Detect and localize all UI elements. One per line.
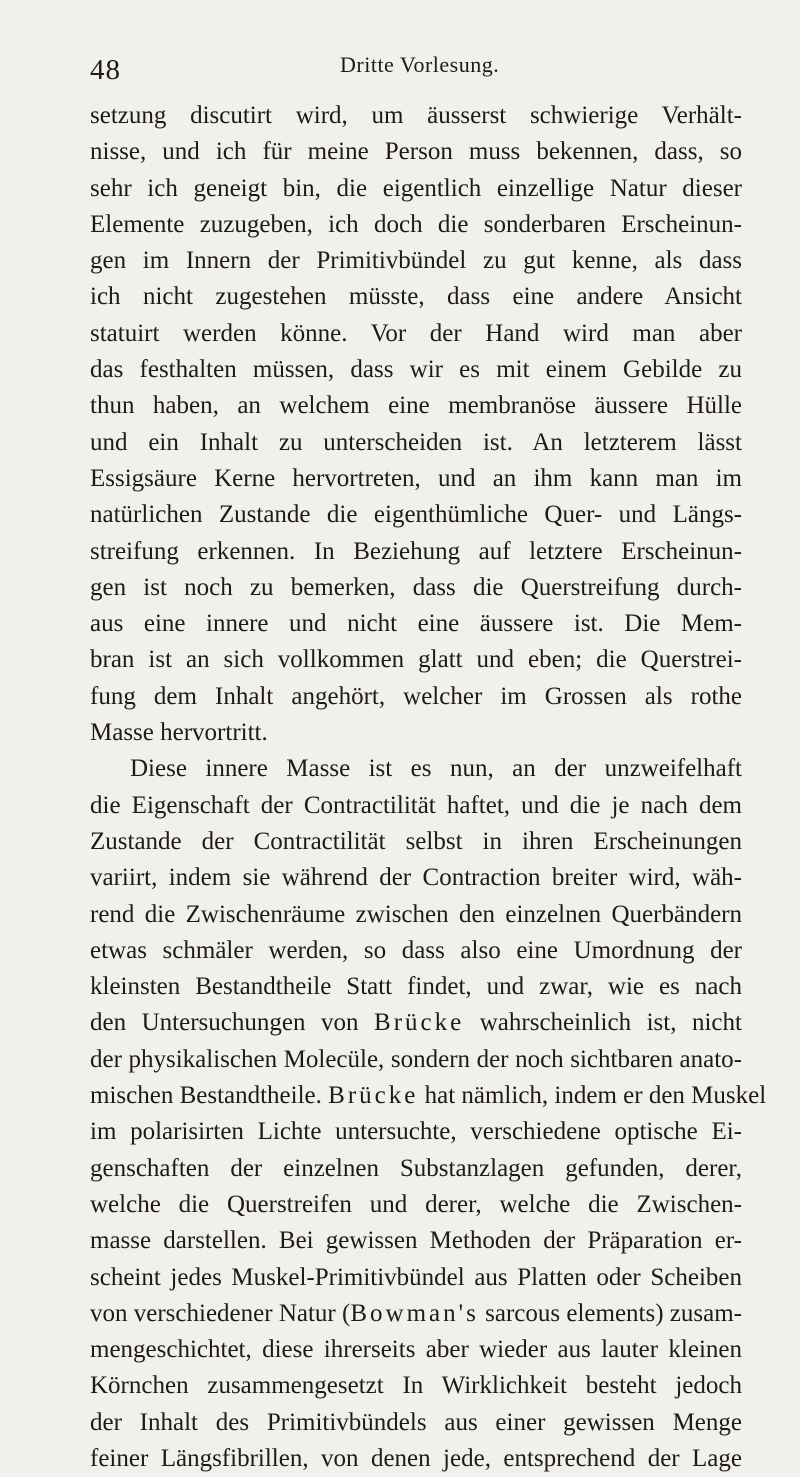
text-line: [90, 933, 742, 969]
text-segment: hat nämlich, indem er den Muskel: [418, 1082, 767, 1110]
text-segment: scheint jedes Muskel-Primitivbündel aus Platten oder Scheiben: [90, 1263, 742, 1291]
text-line: [90, 1005, 742, 1041]
page-number: 48: [90, 54, 121, 86]
text-segment: Essigsäure Kerne hervortreten, und an ihm kann man im: [90, 464, 742, 492]
text-line: [90, 751, 742, 787]
text-segment: welche die Querstreifen und derer, welche die Zwischen-: [90, 1190, 742, 1218]
text-line: [90, 134, 742, 170]
text-line: [90, 497, 742, 533]
text-line: [90, 1368, 742, 1404]
text-line: [90, 642, 742, 678]
running-head: Dritte Vorlesung.: [340, 52, 500, 77]
text-segment: den Untersuchungen von: [90, 1009, 375, 1037]
text-segment: Diese innere Masse ist es nun, an der unzweifelhaft: [130, 755, 742, 783]
text-segment: von verschiedener Natur (: [90, 1299, 351, 1327]
text-line: [90, 534, 742, 570]
text-line: [90, 1332, 742, 1368]
text-segment: sehr ich geneigt bin, die eigentlich einzellige Natur dieser: [90, 174, 742, 202]
author-name: Brücke: [374, 1009, 465, 1037]
text-line: [90, 279, 742, 315]
text-line: [90, 969, 742, 1005]
text-line: [90, 1042, 742, 1078]
text-segment: masse darstellen. Bei gewissen Methoden der Präparation er-: [90, 1227, 742, 1255]
text-line: [90, 1187, 742, 1223]
text-segment: sarcous elements) zusam-: [478, 1299, 742, 1327]
text-line: [90, 316, 742, 352]
text-segment: thun haben, an welchem eine membranöse äussere Hülle: [90, 392, 742, 420]
text-line: [90, 352, 742, 388]
text-line: [90, 461, 742, 497]
text-line: [90, 679, 742, 715]
text-segment: feiner Längsfibrillen, von denen jede, entsprechend der Lage: [90, 1444, 742, 1472]
author-name: Bowman's: [350, 1299, 479, 1327]
author-name: Brücke: [328, 1082, 419, 1110]
text-line: [90, 897, 742, 933]
text-segment: Masse hervortritt.: [90, 719, 268, 747]
text-line: [90, 1151, 742, 1187]
text-segment: Elemente zuzugeben, ich doch die sonderbaren Erscheinun-: [90, 210, 742, 238]
text-line: [90, 98, 742, 134]
page-header: [0, 48, 800, 88]
text-segment: genschaften der einzelnen Substanzlagen gefunden, derer,: [90, 1154, 742, 1182]
text-line: [90, 1405, 742, 1441]
text-segment: kleinsten Bestandtheile Statt findet, und zwar, wie es nach: [90, 973, 742, 1001]
text-line: [90, 824, 742, 860]
text-line: [90, 1260, 742, 1296]
text-segment: bran ist an sich vollkommen glatt und eben; die Querstrei-: [90, 646, 742, 674]
text-line: [90, 715, 742, 751]
text-segment: wahrscheinlich ist, nicht: [464, 1009, 742, 1037]
text-segment: Körnchen zusammengesetzt In Wirklichkeit besteht jedoch: [90, 1372, 742, 1400]
text-line: [90, 1441, 742, 1477]
text-line: [90, 207, 742, 243]
text-line: [90, 1114, 742, 1150]
text-segment: der Inhalt des Primitivbündels aus einer gewissen Menge: [90, 1408, 742, 1436]
text-segment: statuirt werden könne. Vor der Hand wird man aber: [90, 319, 742, 347]
text-segment: setzung discutirt wird, um äusserst schwierige Verhält-: [90, 102, 742, 129]
text-line: [90, 1078, 767, 1114]
text-segment: und ein Inhalt zu unterscheiden ist. An letzterem lässt: [90, 428, 742, 456]
text-segment: der physikalischen Molecüle, sondern der noch sichtbaren anato-: [90, 1045, 742, 1073]
text-line: [90, 1223, 742, 1259]
text-line: [90, 788, 742, 824]
text-segment: die Eigenschaft der Contractilität haftet, und die je nach dem: [90, 791, 742, 819]
text-segment: Zustande der Contractilität selbst in ihren Erscheinungen: [90, 827, 742, 855]
text-line: [90, 570, 742, 606]
text-line: [90, 606, 742, 642]
text-segment: das festhalten müssen, dass wir es mit einem Gebilde zu: [90, 356, 742, 384]
text-segment: fung dem Inhalt angehört, welcher im Grossen als rothe: [90, 682, 742, 710]
text-segment: gen ist noch zu bemerken, dass die Querstreifung durch-: [90, 573, 742, 601]
text-line: [90, 388, 742, 424]
text-segment: gen im Innern der Primitivbündel zu gut kenne, als dass: [90, 247, 742, 275]
text-line: [90, 860, 742, 896]
text-segment: streifung erkennen. In Beziehung auf letztere Erscheinun-: [90, 537, 742, 565]
text-segment: natürlichen Zustande die eigenthümliche Quer- und Längs-: [90, 501, 742, 529]
body-text: [90, 98, 767, 1477]
text-line: [90, 171, 742, 207]
text-segment: mischen Bestandtheile.: [90, 1082, 329, 1110]
text-line: [90, 243, 742, 279]
text-segment: nisse, und ich für meine Person muss bekennen, dass, so: [90, 138, 742, 166]
text-segment: mengeschichtet, diese ihrerseits aber wieder aus lauter kleinen: [90, 1336, 742, 1364]
text-line: [90, 425, 742, 461]
text-segment: im polarisirten Lichte untersuchte, verschiedene optische Ei-: [90, 1118, 742, 1146]
text-segment: rend die Zwischenräume zwischen den einzelnen Querbändern: [90, 900, 742, 928]
text-segment: variirt, indem sie während der Contraction breiter wird, wäh-: [90, 864, 742, 892]
text-segment: ich nicht zugestehen müsste, dass eine andere Ansicht: [90, 283, 742, 311]
text-segment: aus eine innere und nicht eine äussere ist. Die Mem-: [90, 610, 742, 638]
text-segment: etwas schmäler werden, so dass also eine Umordnung der: [90, 936, 742, 964]
